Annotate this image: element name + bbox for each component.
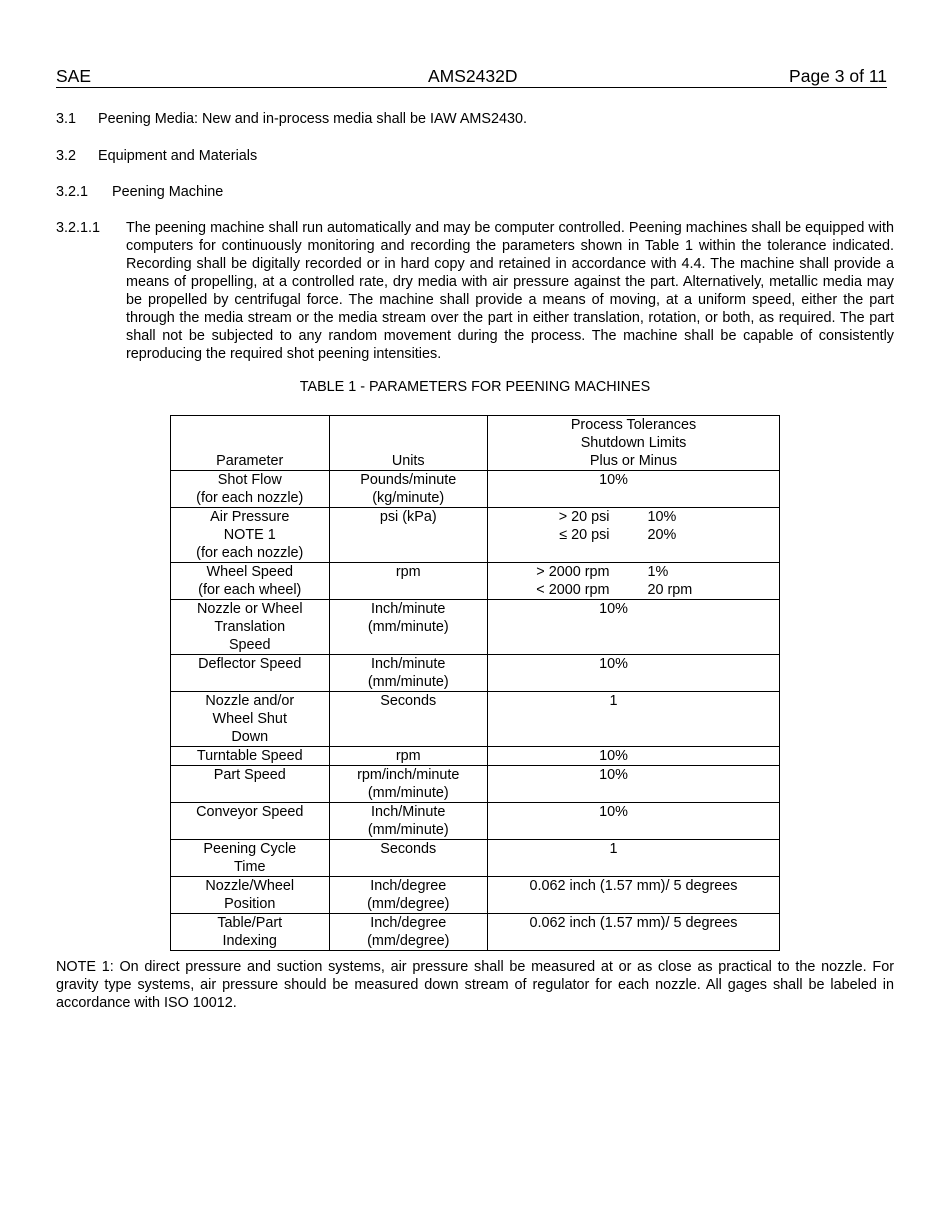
- header-doc-number: AMS2432D: [428, 66, 518, 86]
- tolerance-value: 10%: [599, 767, 628, 783]
- header-tolerance: [488, 416, 780, 471]
- cell-parameter: [171, 803, 330, 840]
- tolerance-split: [492, 563, 775, 599]
- cell-line: (mm/minute): [367, 619, 449, 635]
- section-number: 3.1: [56, 111, 77, 127]
- section-text: Peening Media: New and in-process media shall be IAW AMS2430.: [98, 111, 528, 127]
- cell-line: (mm/degree): [367, 896, 450, 912]
- table-row: [171, 655, 780, 692]
- cell-line: Shot Flow: [217, 472, 282, 488]
- table-row: [171, 914, 780, 951]
- cell-tolerance: [488, 803, 780, 840]
- paragraph-number: 3.2.1.1: [56, 220, 101, 236]
- tolerance-condition: < 2000 rpm: [536, 582, 610, 598]
- table-caption: TABLE 1 - PARAMETERS FOR PEENING MACHINES: [299, 379, 651, 395]
- header-page-number: Page 3 of 11: [789, 66, 887, 86]
- tolerance-value: 0.062 inch (1.57 mm)/ 5 degrees: [529, 878, 738, 894]
- cell-tolerance: [488, 747, 780, 766]
- cell-units: [329, 508, 488, 563]
- header-tolerance-line: Process Tolerances: [570, 417, 697, 433]
- page-header: [56, 66, 887, 88]
- cell-tolerance: [488, 655, 780, 692]
- cell-line: (mm/degree): [367, 933, 450, 949]
- cell-units: [329, 840, 488, 877]
- cell-parameter: [171, 877, 330, 914]
- cell-tolerance: [488, 766, 780, 803]
- cell-units: [329, 877, 488, 914]
- table-row: [171, 840, 780, 877]
- section-3-1: [56, 110, 527, 128]
- cell-line: Part Speed: [213, 767, 286, 783]
- cell-units: [329, 747, 488, 766]
- table-row: [171, 508, 780, 563]
- header-tolerance-line: Shutdown Limits: [580, 435, 687, 451]
- cell-line: Inch/Minute: [371, 804, 446, 820]
- cell-units: [329, 766, 488, 803]
- section-text: Equipment and Materials: [98, 148, 258, 164]
- cell-line: Down: [231, 729, 269, 745]
- table-row: [171, 692, 780, 747]
- cell-parameter: [171, 840, 330, 877]
- cell-line: Table/Part: [217, 915, 283, 931]
- cell-tolerance: [488, 914, 780, 951]
- cell-line: Nozzle/Wheel: [205, 878, 295, 894]
- cell-line: Peening Cycle: [203, 841, 297, 857]
- cell-line: Indexing: [222, 933, 277, 949]
- cell-line: Deflector Speed: [198, 656, 302, 672]
- cell-line: Pounds/minute: [360, 472, 457, 488]
- section-number: 3.2.1: [56, 184, 89, 200]
- cell-parameter: [171, 508, 330, 563]
- cell-tolerance: [488, 508, 780, 563]
- cell-line: (mm/minute): [367, 674, 449, 690]
- cell-line: rpm/inch/minute: [357, 767, 460, 783]
- tolerance-limit: 20%: [647, 527, 677, 543]
- cell-parameter: [171, 747, 330, 766]
- cell-tolerance: [488, 840, 780, 877]
- cell-line: Turntable Speed: [196, 748, 303, 764]
- cell-line: Seconds: [380, 693, 437, 709]
- tolerance-value: 1: [609, 693, 618, 709]
- table-header-row: [171, 416, 780, 471]
- section-number: 3.2: [56, 148, 77, 164]
- tolerance-value: 10%: [599, 748, 628, 764]
- cell-line: (mm/minute): [367, 785, 449, 801]
- tolerance-split: [492, 508, 775, 544]
- cell-units: [329, 692, 488, 747]
- note-1: NOTE 1: On direct pressure and suction systems, air pressure shall be measured at or as close as practical to the nozzle. For gravity type systems, air pressure should be measured down stream of regulator for each nozzle. All gages shall be labeled in accordance with ISO 10012.: [56, 959, 894, 1011]
- tolerance-condition: ≤ 20 psi: [559, 527, 610, 543]
- cell-parameter: [171, 914, 330, 951]
- cell-line: Inch/minute: [371, 656, 446, 672]
- section-text: Peening Machine: [112, 184, 224, 200]
- tolerance-condition: > 20 psi: [558, 509, 610, 525]
- table-body: [171, 471, 780, 951]
- cell-line: Inch/degree: [370, 878, 447, 894]
- cell-parameter: [171, 600, 330, 655]
- cell-line: Speed: [228, 637, 271, 653]
- cell-parameter: [171, 766, 330, 803]
- cell-line: Seconds: [380, 841, 437, 857]
- cell-line: psi (kPa): [379, 509, 437, 525]
- table-row: [171, 766, 780, 803]
- cell-line: Wheel Speed: [206, 564, 293, 580]
- cell-line: Nozzle or Wheel: [196, 601, 303, 617]
- cell-units: [329, 471, 488, 508]
- header-units: Units: [329, 416, 488, 471]
- parameters-table: [170, 415, 780, 951]
- tolerance-value: 10%: [599, 601, 628, 617]
- cell-units: [329, 803, 488, 840]
- cell-tolerance: [488, 877, 780, 914]
- tolerance-limit: 20 rpm: [647, 582, 693, 598]
- table-row: [171, 803, 780, 840]
- table-row: [171, 877, 780, 914]
- cell-tolerance: [488, 471, 780, 508]
- cell-line: Air Pressure: [210, 509, 290, 525]
- cell-units: [329, 600, 488, 655]
- cell-tolerance: [488, 563, 780, 600]
- cell-units: [329, 914, 488, 951]
- cell-line: Time: [234, 859, 266, 875]
- cell-line: rpm: [395, 748, 421, 764]
- cell-line: Inch/degree: [370, 915, 447, 931]
- cell-line: (kg/minute): [372, 490, 445, 506]
- cell-line: NOTE 1: [223, 527, 276, 543]
- table-row: [171, 600, 780, 655]
- cell-line: (for each nozzle): [196, 545, 304, 561]
- cell-line: Wheel Shut: [212, 711, 287, 727]
- cell-parameter: [171, 692, 330, 747]
- paragraph-text: The peening machine shall run automatically and may be computer controlled. Peening machines shall be equipped with computers for continuously monitoring and recording the parameters shown in Table 1 within the tolerance indicated. Recording shall be digitally recorded or in hard copy and retained in accordance with 4.4. The machine shall provide a means of propelling, at a controlled rate, dry media with air pressure against the part. Alternatively, metallic media may be propelled by centrifugal force. The machine shall provide a means of moving, at a uniform speed, either the part through the media stream or the media stream over the part in either translation, rotation, or both, as required. The part shall not be subjected to any random movement during the process. The machine shall be capable of consistently reproducing the required shot peening intensities.: [126, 220, 894, 362]
- tolerance-value: 10%: [599, 472, 628, 488]
- section-3-2: [56, 147, 257, 165]
- tolerance-condition: > 2000 rpm: [536, 564, 610, 580]
- cell-line: Inch/minute: [371, 601, 446, 617]
- cell-line: Nozzle and/or: [205, 693, 295, 709]
- cell-parameter: [171, 655, 330, 692]
- header-tolerance-line: Plus or Minus: [589, 453, 678, 469]
- tolerance-value: 10%: [599, 656, 628, 672]
- cell-line: Conveyor Speed: [196, 804, 304, 820]
- cell-line: Translation: [214, 619, 286, 635]
- tolerance-limit: 1%: [647, 564, 669, 580]
- tolerance-value: 0.062 inch (1.57 mm)/ 5 degrees: [529, 915, 738, 931]
- cell-parameter: [171, 471, 330, 508]
- cell-tolerance: [488, 692, 780, 747]
- tolerance-value: 1: [609, 841, 618, 857]
- header-org: SAE: [56, 66, 92, 86]
- cell-units: [329, 563, 488, 600]
- table-row: [171, 563, 780, 600]
- tolerance-value: 10%: [599, 804, 628, 820]
- cell-line: (mm/minute): [367, 822, 449, 838]
- cell-line: (for each wheel): [198, 582, 302, 598]
- cell-units: [329, 655, 488, 692]
- tolerance-limit: 10%: [647, 509, 677, 525]
- cell-line: (for each nozzle): [196, 490, 304, 506]
- cell-parameter: [171, 563, 330, 600]
- table-row: [171, 747, 780, 766]
- table-row: [171, 471, 780, 508]
- section-3-2-1: [56, 183, 223, 201]
- cell-line: Position: [224, 896, 276, 912]
- header-parameter: Parameter: [171, 416, 330, 471]
- cell-tolerance: [488, 600, 780, 655]
- cell-line: rpm: [395, 564, 421, 580]
